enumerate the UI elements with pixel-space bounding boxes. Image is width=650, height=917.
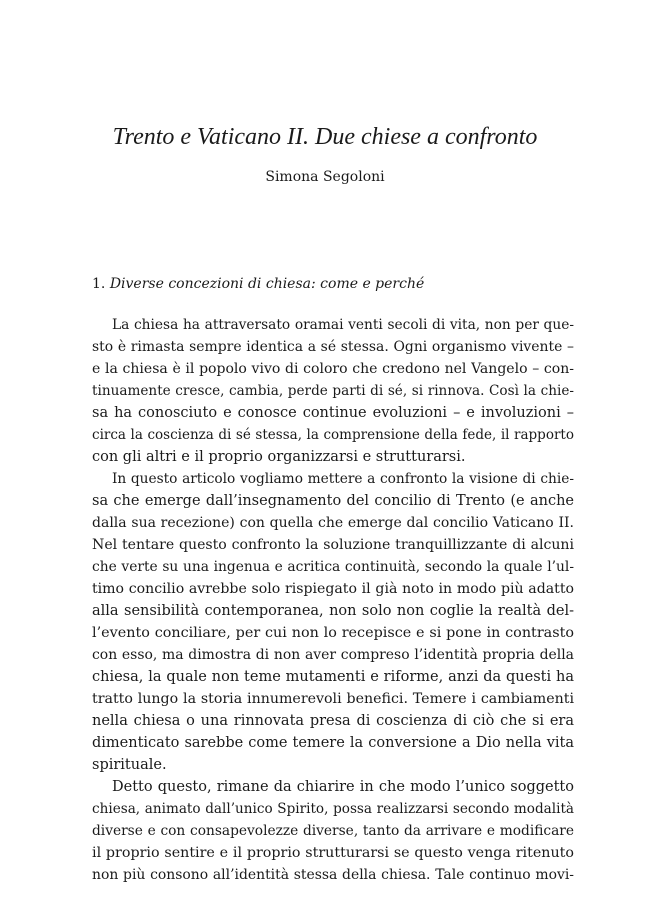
section-heading bbox=[92, 274, 424, 294]
paragraph bbox=[92, 776, 574, 886]
text-line: che verte su una ingenua e acritica continuità, secondo la quale l’ul- bbox=[92, 559, 574, 575]
text-line: In questo articolo vogliamo mettere a confronto la visione di chie- bbox=[112, 471, 574, 487]
text-line: l’evento conciliare, per cui non lo recepisce e si pone in contrasto bbox=[92, 625, 574, 641]
text-line: dimenticato sarebbe come temere la conversione a Dio nella vita bbox=[92, 735, 574, 751]
author-name: Simona Segoloni bbox=[265, 169, 385, 185]
text-line: diverse e con consapevolezze diverse, tanto da arrivare e modificare bbox=[92, 823, 574, 839]
text-line: tinuamente cresce, cambia, perde parti di sé, si rinnova. Così la chie- bbox=[92, 383, 574, 399]
text-line: La chiesa ha attraversato oramai venti secoli di vita, non per que- bbox=[112, 317, 574, 333]
text-line: spirituale. bbox=[92, 757, 167, 773]
article-body bbox=[92, 314, 574, 886]
article-title: Trento e Vaticano II. Due chiese a confronto bbox=[112, 124, 538, 150]
text-line: circa la coscienza di sé stessa, la comprensione della fede, il rapporto bbox=[92, 427, 574, 443]
text-line: Nel tentare questo confronto la soluzione tranquillizzante di alcuni bbox=[92, 537, 574, 553]
section-title: Diverse concezioni di chiesa: come e perché bbox=[109, 276, 425, 292]
text-line: chiesa, animato dall’unico Spirito, possa realizzarsi secondo modalità bbox=[92, 801, 574, 817]
text-line: il proprio sentire e il proprio strutturarsi se questo venga ritenuto bbox=[92, 845, 574, 861]
text-line: con gli altri e il proprio organizzarsi e strutturarsi. bbox=[92, 449, 466, 465]
text-line: tratto lungo la storia innumerevoli benefici. Temere i cambiamenti bbox=[92, 691, 574, 707]
text-line: alla sensibilità contemporanea, non solo non coglie la realtà del- bbox=[92, 603, 574, 619]
text-line: e la chiesa è il popolo vivo di coloro che credono nel Vangelo – con- bbox=[92, 361, 574, 377]
text-line: sto è rimasta sempre identica a sé stessa. Ogni organismo vivente – bbox=[92, 339, 574, 355]
text-line: dalla sua recezione) con quella che emerge dal concilio Vaticano II. bbox=[92, 515, 574, 531]
text-line: chiesa, la quale non teme mutamenti e riforme, anzi da questi ha bbox=[92, 669, 574, 685]
section-number: 1. bbox=[92, 276, 106, 292]
paragraph bbox=[92, 314, 574, 468]
text-line: nella chiesa o una rinnovata presa di coscienza di ciò che si era bbox=[92, 713, 574, 729]
text-line: Detto questo, rimane da chiarire in che modo l’unico soggetto bbox=[112, 779, 574, 795]
text-line: con esso, ma dimostra di non aver compreso l’identità propria della bbox=[92, 647, 574, 663]
text-line: timo concilio avrebbe solo rispiegato il già noto in modo più adatto bbox=[92, 581, 574, 597]
text-line: non più consono all’identità stessa della chiesa. Tale continuo movi- bbox=[92, 867, 574, 883]
paragraph bbox=[92, 468, 574, 776]
text-line: sa ha conosciuto e conosce continue evoluzioni – e involuzioni – bbox=[92, 405, 574, 421]
text-line: sa che emerge dall’insegnamento del concilio di Trento (e anche bbox=[92, 493, 574, 509]
